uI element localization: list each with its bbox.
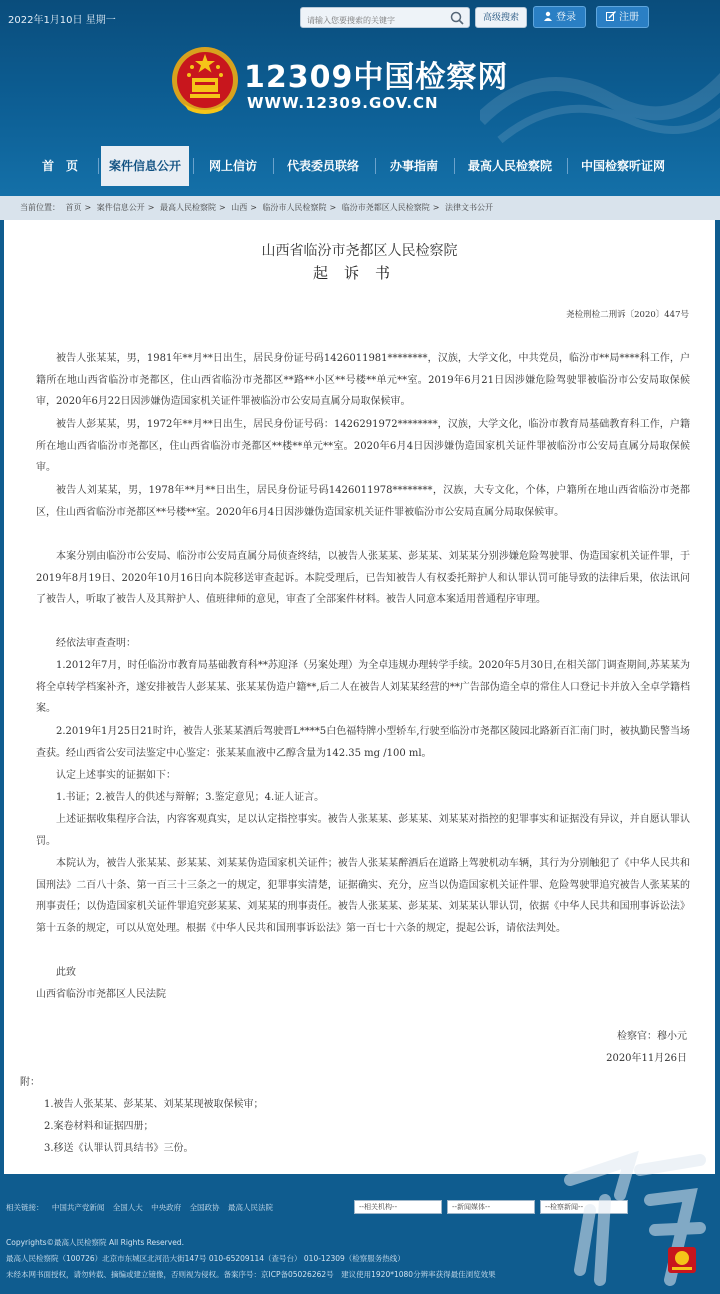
edit-icon <box>606 11 616 21</box>
breadcrumb-item[interactable]: 山西 <box>231 203 248 212</box>
breadcrumb-item[interactable]: 法律文书公开 <box>445 203 494 212</box>
nav-hearing[interactable]: 中国检察听证网 <box>580 159 665 173</box>
breadcrumb-item[interactable]: 临汾市人民检察院 <box>262 203 327 212</box>
appendix-item: 3.移送《认罪认罚具结书》三份。 <box>44 1143 194 1154</box>
related-orgs-select[interactable]: --相关机构-- <box>354 1200 442 1214</box>
search-input[interactable] <box>301 11 441 30</box>
nav-divider <box>567 158 568 174</box>
fact-1-paragraph: 1.2012年7月，时任临汾市教育局基础教育科**苏迎泽（另案处理）为全卓违规办理转学手续。2020年5月30日,在相关部门调查期间,苏某某为将全卓转学档案补齐，遂安排被告人彭某某、张某某伪造户籍**,后二人在被告人刘某某经营的**广告部伪造全卓的常住人口登记卡并放入全卓学籍档案。 <box>36 660 690 715</box>
breadcrumb-separator: > <box>329 203 337 212</box>
breadcrumb-separator: > <box>147 203 155 212</box>
breadcrumb-item[interactable]: 最高人民检察院 <box>160 203 217 212</box>
salutation: 此致 <box>56 967 76 978</box>
breadcrumb-separator: > <box>432 203 440 212</box>
nav-home[interactable]: 首 页 <box>41 159 78 173</box>
nav-divider <box>273 158 274 174</box>
appendix-label: 附： <box>20 1077 40 1088</box>
breadcrumb-separator: > <box>219 203 226 212</box>
top-bar <box>0 0 720 34</box>
document-number: 尧检刑检二刑诉〔2020〕447号 <box>566 310 689 320</box>
defendant-3-paragraph: 被告人刘某某，男，1978年**月**日出生，居民身份证号码1426011978********，汉族，大专文化，个体，户籍所在地山西省临汾市尧都区，住山西省临汾市尧都区**号楼**室。2020年6月4日因涉嫌伪造国家机关证件罪被临汾市公安局直属分局取保候审。 <box>36 485 690 518</box>
footer-link[interactable]: 中央政府 <box>151 1203 182 1212</box>
nav-divider <box>375 158 376 174</box>
procuratorate-emblem-icon <box>170 44 240 120</box>
nav-petition[interactable]: 网上信访 <box>208 159 257 173</box>
footer-link[interactable]: 中国共产党新闻 <box>51 1203 105 1212</box>
login-button[interactable] <box>533 6 586 28</box>
current-date: 2022年1月10日 星期一 <box>8 15 116 26</box>
evidence-heading: 认定上述事实的证据如下： <box>56 770 176 781</box>
nav-divider <box>98 158 99 174</box>
prosecutor-signature: 检察官：穆小元 <box>617 1031 687 1042</box>
copyright-text: Copyrights©最高人民检察院 All Rights Reserved. <box>6 1238 184 1247</box>
recipient-court: 山西省临汾市尧都区人民法院 <box>36 989 166 1000</box>
breadcrumb-item[interactable]: 首页 <box>65 203 82 212</box>
address-text: 最高人民检察院（100726）北京市东城区北河沿大街147号 010-65209114（查号台） 010-12309（检察服务热线） <box>6 1254 405 1263</box>
nav-guide[interactable]: 办事指南 <box>389 159 438 173</box>
conclusion-paragraph: 本院认为，被告人张某某、彭某某、刘某某伪造国家机关证件；被告人张某某醉酒后在道路上驾驶机动车辆，其行为分别触犯了《中华人民共和国刑法》二百八十条、第一百三十三条之一的规定，犯罪事实清楚，证据确实、充分，应当以伪造国家机关证件罪、危险驾驶罪追究被告人张某某的刑事责任；以伪造国家机关证件罪追究彭某某、刘某某的刑事责任。被告人张某某、彭某某、刘某某认罪认罚，依据《中华人民共和国刑事诉讼法》第十五条的规定，可以从宽处理。根据《中华人民共和国刑事诉讼法》第一百七十六条的规定，提起公诉，请依法判处。 <box>36 858 690 934</box>
breadcrumb-item[interactable]: 案件信息公开 <box>96 203 145 212</box>
user-icon <box>543 11 553 21</box>
court-name: 山西省临汾市尧都区人民检察院 <box>261 243 458 259</box>
nav-deputy-liaison[interactable]: 代表委员联络 <box>286 159 359 173</box>
breadcrumb-prefix: 当前位置： <box>20 203 60 212</box>
appendix-item: 1.被告人张某某、彭某某、刘某某现被取保候审； <box>44 1099 264 1110</box>
appendix-item: 2.案卷材料和证据四册； <box>44 1121 154 1132</box>
site-url: WWW.12309.GOV.CN <box>247 94 439 112</box>
search-box <box>300 7 470 28</box>
evidence-assessment-paragraph: 上述证据收集程序合法，内容客观真实，足以认定指控事实。被告人张某某、彭某某、刘某某对指控的犯罪事实和证据没有异议，并自愿认罪认罚。 <box>36 814 690 847</box>
advanced-search-button[interactable]: 高级搜索 <box>475 7 527 28</box>
register-button[interactable] <box>596 6 649 28</box>
evidence-list: 1.书证；2.被告人的供述与辩解；3.鉴定意见；4.证人证言。 <box>56 792 325 803</box>
footer-link[interactable]: 全国人大 <box>112 1203 143 1212</box>
login-label: 登录 <box>556 12 576 23</box>
defendant-1-paragraph: 被告人张某某，男，1981年**月**日出生，居民身份证号码1426011981********，汉族，大学文化，中共党员，临汾市**局****科工作，户籍所在地山西省临汾市尧都区，住山西省临汾市尧都区**路**小区**号楼**单元**室。2019年6月21日因涉嫌危险驾驶罪被临汾市公安局取保候审，2020年6月22日因涉嫌伪造国家机关证件罪被临汾市公安局直属分局取保候审。 <box>36 353 690 408</box>
nav-case-info[interactable]: 案件信息公开 <box>101 146 189 186</box>
site-title: 12309中国检察网 <box>244 60 509 95</box>
footer-link[interactable]: 最高人民法院 <box>227 1203 273 1212</box>
notice-text: 未经本网书面授权，请勿转载、摘编或建立镜像，否则视为侵权。备案序号：京ICP备05026262号 建议使用1920*1080分辨率获得最佳浏览效果 <box>6 1270 496 1279</box>
footer-link[interactable]: 全国政协 <box>189 1203 220 1212</box>
breadcrumb <box>0 196 720 220</box>
breadcrumb-item[interactable]: 临汾市尧都区人民检察院 <box>341 203 430 212</box>
related-links <box>6 1202 279 1213</box>
search-icon[interactable] <box>449 10 465 26</box>
procuratorate-news-select[interactable]: --检察新闻-- <box>540 1200 628 1214</box>
main-nav <box>0 146 720 186</box>
defendant-2-paragraph: 被告人彭某某，男，1972年**月**日出生，居民身份证号码：1426291972********，汉族，大学文化，临汾市教育局基础教育科工作，户籍所在地山西省临汾市尧都区，住山西省临汾市尧都区**楼**单元**室。2020年6月4日因涉嫌伪造国家机关证件罪被临汾市公安局直属分局取保候审。 <box>36 419 690 474</box>
procedure-paragraph: 本案分别由临汾市公安局、临汾市公安局直属分局侦查终结，以被告人张某某、彭某某、刘某某分别涉嫌危险驾驶罪、伪造国家机关证件罪，于2019年8月19日、2020年10月16日向本院移送审查起诉。本院受理后，已告知被告人有权委托辩护人和认罪认罚可能导致的法律后果，依法讯问了被告人，听取了被告人及其辩护人、值班律师的意见，审查了全部案件材料。被告人同意本案适用普通程序审理。 <box>36 551 690 606</box>
indictment-document <box>4 220 715 1174</box>
breadcrumb-separator: > <box>84 203 92 212</box>
news-media-select[interactable]: --新闻媒体-- <box>447 1200 535 1214</box>
gov-badge-icon[interactable] <box>668 1247 696 1273</box>
nav-supreme-procuratorate[interactable]: 最高人民检察院 <box>467 159 552 173</box>
document-title: 起诉书 <box>312 264 406 282</box>
findings-heading: 经依法审查查明： <box>56 638 136 649</box>
decorative-wave <box>480 20 720 150</box>
nav-divider <box>193 158 194 174</box>
signature-date: 2020年11月26日 <box>606 1053 687 1064</box>
site-header <box>0 0 720 196</box>
nav-divider <box>454 158 455 174</box>
breadcrumb-separator: > <box>250 203 257 212</box>
fact-2-paragraph: 2.2019年1月25日21时许，被告人张某某酒后驾驶晋L****5白色福特牌小型轿车,行驶至临汾市尧都区陵园北路新百汇南门时，被执勤民警当场查获。经山西省公安司法鉴定中心鉴定：张某某血液中乙醇含量为142.35 mg /100 ml。 <box>36 726 690 759</box>
register-label: 注册 <box>619 12 639 23</box>
related-links-label: 相关链接： <box>6 1203 44 1212</box>
